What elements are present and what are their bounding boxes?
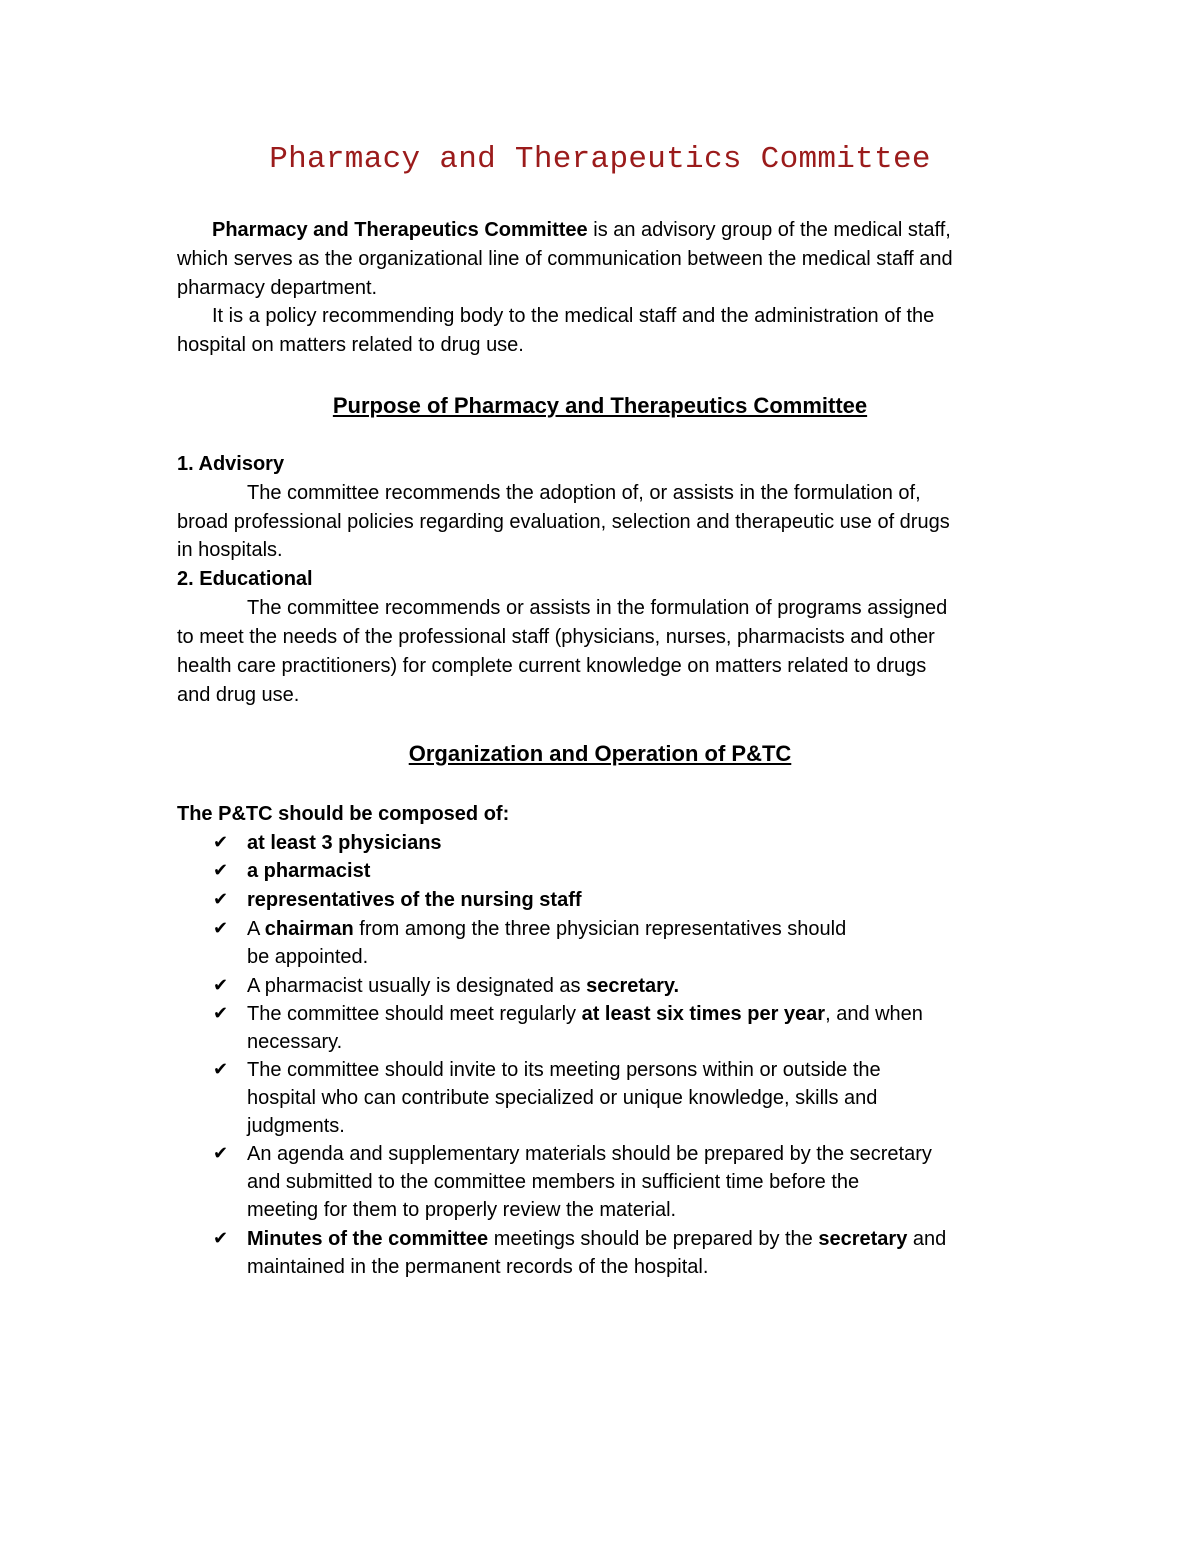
educational-line-3: health care practitioners) for complete current knowledge on matters related to drugs bbox=[177, 655, 927, 677]
intro-line-5: hospital on matters related to drug use. bbox=[177, 334, 524, 356]
intro-line-3: pharmacy department. bbox=[177, 277, 378, 299]
check-icon: ✔ bbox=[213, 860, 229, 881]
composed-label: The P&TC should be composed of: bbox=[177, 803, 510, 825]
intro-line-2: which serves as the organizational line of communication between the medical staff and bbox=[177, 248, 953, 270]
check-icon: ✔ bbox=[213, 1059, 229, 1080]
educational-line-1: The committee recommends or assists in the formulation of programs assigned bbox=[247, 597, 948, 619]
list-item-continuation: necessary. bbox=[247, 1031, 343, 1053]
intro-line-4: It is a policy recommending body to the medical staff and the administration of the bbox=[212, 305, 935, 327]
list-item-continuation: judgments. bbox=[247, 1115, 345, 1137]
check-icon: ✔ bbox=[213, 1003, 229, 1024]
check-icon: ✔ bbox=[213, 918, 229, 939]
check-icon: ✔ bbox=[213, 1228, 229, 1249]
check-icon: ✔ bbox=[213, 832, 229, 853]
list-item: representatives of the nursing staff bbox=[247, 889, 582, 911]
advisory-line-2: broad professional policies regarding evaluation, selection and therapeutic use of drugs bbox=[177, 511, 950, 533]
purpose-heading: Purpose of Pharmacy and Therapeutics Committee bbox=[332, 393, 868, 418]
intro-line-1: Pharmacy and Therapeutics Committee is an advisory group of the medical staff, bbox=[212, 219, 951, 241]
check-icon: ✔ bbox=[213, 889, 229, 910]
list-item: The committee should meet regularly at least six times per year, and when bbox=[247, 1003, 923, 1025]
check-icon: ✔ bbox=[213, 1143, 229, 1164]
educational-label: 2. Educational bbox=[177, 568, 313, 590]
list-item: A pharmacist usually is designated as secretary. bbox=[247, 975, 680, 997]
advisory-line-3: in hospitals. bbox=[177, 539, 283, 561]
educational-line-2: to meet the needs of the professional staff (physicians, nurses, pharmacists and other bbox=[177, 626, 935, 648]
list-item: Minutes of the committee meetings should be prepared by the secretary and bbox=[247, 1228, 947, 1250]
list-item: An agenda and supplementary materials should be prepared by the secretary bbox=[247, 1143, 932, 1165]
list-item-continuation: maintained in the permanent records of the hospital. bbox=[247, 1256, 709, 1278]
organization-heading: Organization and Operation of P&TC bbox=[408, 741, 792, 766]
list-item-continuation: be appointed. bbox=[247, 946, 369, 968]
list-item-continuation: meeting for them to properly review the material. bbox=[247, 1199, 677, 1221]
list-item: a pharmacist bbox=[247, 860, 371, 882]
check-icon: ✔ bbox=[213, 975, 229, 996]
intro-bold-term: Pharmacy and Therapeutics Committee bbox=[212, 219, 588, 241]
list-item: at least 3 physicians bbox=[247, 832, 442, 854]
list-item: A chairman from among the three physician representatives should bbox=[247, 918, 847, 940]
document-title: Pharmacy and Therapeutics Committee bbox=[269, 142, 931, 177]
educational-line-4: and drug use. bbox=[177, 684, 300, 706]
advisory-label: 1. Advisory bbox=[177, 453, 285, 475]
list-item-continuation: hospital who can contribute specialized or unique knowledge, skills and bbox=[247, 1087, 878, 1109]
list-item: The committee should invite to its meeting persons within or outside the bbox=[247, 1059, 881, 1081]
list-item-continuation: and submitted to the committee members in sufficient time before the bbox=[247, 1171, 860, 1193]
advisory-line-1: The committee recommends the adoption of, or assists in the formulation of, bbox=[247, 482, 921, 504]
